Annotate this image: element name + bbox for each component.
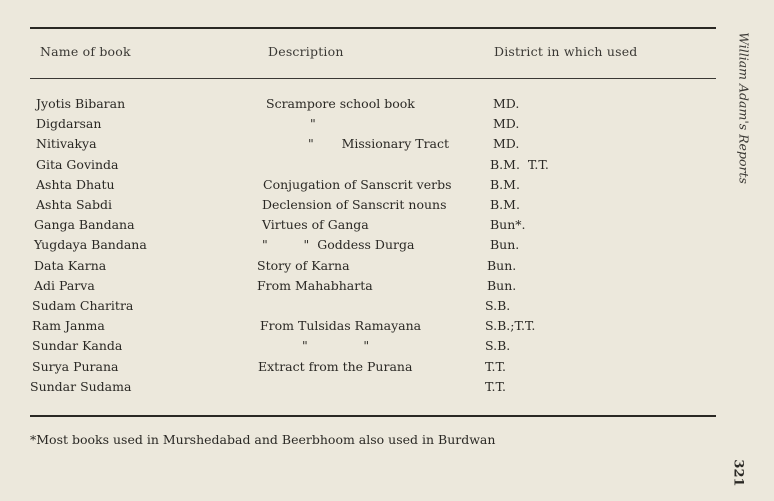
district-cell: T.T. <box>485 378 506 394</box>
book-name-cell: Ram Janma <box>32 318 105 334</box>
description-cell: " " Goddess Durga <box>262 237 415 253</box>
description-cell: " <box>310 116 316 132</box>
table-top-rule <box>30 27 716 29</box>
table-row <box>0 379 720 399</box>
running-title: William Adam's Reports <box>736 32 752 184</box>
book-name-cell: Ashta Sabdi <box>36 197 112 212</box>
table-row <box>0 258 720 278</box>
table-row <box>0 157 720 177</box>
description-cell: " " <box>302 338 370 354</box>
table-row <box>0 359 720 379</box>
table-row <box>0 217 720 237</box>
header-name-of-book: Name of book <box>40 44 131 59</box>
district-cell: S.B. <box>485 338 511 354</box>
district-cell: MD. <box>493 116 520 132</box>
description-cell: " Missionary Tract <box>308 136 450 152</box>
description-cell: Extract from the Purana <box>258 358 413 374</box>
description-cell: From Mahabharta <box>257 277 373 293</box>
header-district: District in which used <box>494 44 638 59</box>
district-cell: Bun. <box>487 277 517 293</box>
table-row <box>0 96 720 116</box>
description-cell: Virtues of Ganga <box>262 217 369 233</box>
district-cell: B.M. <box>490 176 520 192</box>
district-cell: MD. <box>493 96 520 111</box>
district-cell: Bun. <box>490 237 520 253</box>
header-rule <box>30 78 716 79</box>
description-cell: Scrampore school book <box>266 96 415 111</box>
district-cell: Bun*. <box>490 217 526 233</box>
book-name-cell: Digdarsan <box>36 116 102 132</box>
district-cell: B.M. T.T. <box>490 156 549 172</box>
district-cell: S.B.;T.T. <box>485 318 536 334</box>
table-row <box>0 237 720 257</box>
table-row <box>0 298 720 318</box>
book-name-cell: Ashta Dhatu <box>36 176 115 192</box>
book-name-cell: Sudam Charitra <box>32 298 134 313</box>
table-row <box>0 318 720 338</box>
book-name-cell: Ganga Bandana <box>34 217 135 233</box>
book-name-cell: Surya Purana <box>32 358 119 374</box>
district-cell: B.M. <box>490 197 520 212</box>
table-row <box>0 136 720 156</box>
book-name-cell: Nitivakya <box>36 136 97 152</box>
header-description: Description <box>268 44 344 59</box>
table-bottom-rule <box>30 415 716 417</box>
district-cell: Bun. <box>487 257 517 273</box>
book-name-cell: Adi Parva <box>34 277 95 293</box>
book-name-cell: Gita Govinda <box>36 156 119 172</box>
book-name-cell: Sundar Kanda <box>32 338 123 354</box>
book-name-cell: Yugdaya Bandana <box>34 237 147 253</box>
table-row <box>0 278 720 298</box>
book-name-cell: Jyotis Bibaran <box>36 96 126 111</box>
book-name-cell: Sundar Sudama <box>30 378 132 394</box>
table-row <box>0 177 720 197</box>
description-cell: Story of Karna <box>257 257 350 273</box>
table-row <box>0 197 720 217</box>
description-cell: Conjugation of Sanscrit verbs <box>263 176 452 192</box>
description-cell: From Tulsidas Ramayana <box>260 318 422 334</box>
district-cell: S.B. <box>485 298 511 313</box>
page-number: 321 <box>730 459 746 487</box>
table-row <box>0 338 720 358</box>
footnote: *Most books used in Murshedabad and Beerbhoom also used in Burdwan <box>30 432 496 447</box>
description-cell: Declension of Sanscrit nouns <box>262 197 447 212</box>
district-cell: MD. <box>493 136 520 152</box>
table-row <box>0 116 720 136</box>
book-name-cell: Data Karna <box>34 257 107 273</box>
district-cell: T.T. <box>485 358 506 374</box>
